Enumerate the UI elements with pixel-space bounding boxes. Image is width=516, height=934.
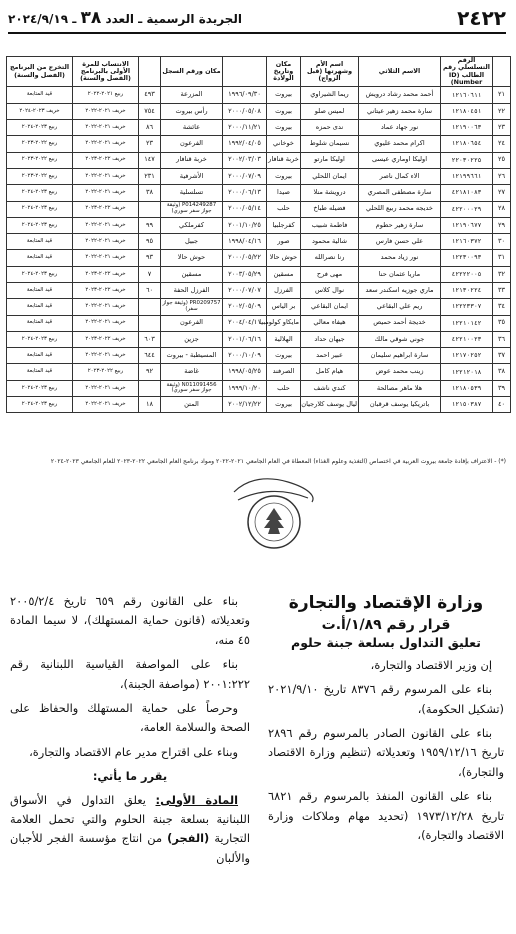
table-cell: ٢٠٠٠/٠٥/١٤	[223, 201, 267, 217]
table-cell: ١٢١٧٠٢٥٢	[441, 348, 493, 364]
table-cell: نور زياد محمد	[359, 250, 441, 266]
table-cell: ٤٢١٨١٠٨٣	[441, 185, 493, 201]
table-cell: خريف ٢٠٢١-٢٠٢٢	[73, 136, 139, 152]
table-cell: الفرزل	[267, 283, 301, 299]
table-cell: ربيع ٢٠٢٣-٢٠٢٤	[7, 201, 73, 217]
table-cell: نسيمان شلوط	[301, 136, 359, 152]
table-row	[7, 136, 511, 152]
table-cell: الفرعون	[161, 315, 223, 331]
table-cell: ١٢١٩٠٠٦٣	[441, 120, 493, 136]
table-cell: حوش حالا	[161, 250, 223, 266]
table-cell: أحمد محمد رشاد درويش	[359, 87, 441, 103]
table-cell: بيروت	[267, 397, 301, 413]
table-cell: كندي ناشف	[301, 380, 359, 396]
table-cell: الفرعون	[161, 136, 223, 152]
table-cell: ١٢١٦٠٣٧٢	[441, 234, 493, 250]
table-cell: قيد المتابعة	[7, 87, 73, 103]
table-cell: ربيع ٢٠٢٢-٢٠٢٣	[7, 168, 73, 184]
table-cell: مسقين	[161, 266, 223, 282]
table-cell: ٧٥٤	[139, 103, 161, 119]
table-cell	[139, 299, 161, 315]
table-row	[7, 120, 511, 136]
table-cell: ١٢١٩٩٦٦١	[441, 168, 493, 184]
table-cell: ٢٨	[493, 201, 511, 217]
table-cell: خوخاني	[267, 136, 301, 152]
table-cell: ٢٣١	[139, 168, 161, 184]
table-cell: صور	[267, 234, 301, 250]
table-cell: ٩٢	[139, 364, 161, 380]
table-row	[7, 348, 511, 364]
column-header: التخرج من البرنامج (الفصل والسنة)	[7, 57, 73, 87]
decree-paragraph: بناء على القانون المنفذ بالمرسوم رقم ٦٨٢١ تاريخ ١٩٧٣/١٢/٢٨ (تحديد مهام وملاكات وزارة الاقتصاد والتجارة)،	[268, 789, 504, 842]
table-cell: قيد المتابعة	[7, 299, 73, 315]
table-cell: مايكاو كولومبيا	[267, 315, 301, 331]
table-row	[7, 266, 511, 282]
table-cell: ١٩٩٩/١٠/٢٠	[223, 380, 267, 396]
table-cell: نور جهاد عماد	[359, 120, 441, 136]
table-cell: ٤٢٢٠٠٠٢٩	[441, 201, 493, 217]
table-cell: جزين	[161, 331, 223, 347]
table-cell: ٢٠٠١/١٠/٢٥	[223, 217, 267, 233]
table-cell: شالية محمود	[301, 234, 359, 250]
decides-heading: يقرر ما يأتي:	[92, 769, 168, 784]
table-footnote: (*) - الاعتراف بإفادة جامعة بيروت العربية في اختصاص (التغذية وعلوم الغذاء) المعطاة في العام الجامعي ٢٠٢١-٢٠٢٢ ومواد برنامج العام الجامعي ٢٠٢٢-٢٠٢٣ للعام الجامعي ٢٠٢٣-٢٠٢٤	[50, 458, 506, 465]
stamp-signature	[234, 479, 313, 502]
table-cell: الصرفند	[267, 364, 301, 380]
table-row	[7, 185, 511, 201]
table-cell: ٢٠٠٠/٠٥/٠٨	[223, 103, 267, 119]
table-cell: ٢٠٠٠/٠٦/١٣	[223, 185, 267, 201]
decree-number: قرار رقم ١/٨٩/أ.ت	[321, 617, 451, 634]
table-cell: ١٢١٩٠٦٧٧	[441, 217, 493, 233]
table-cell: خريف ٢٠٢١-٢٠٢٢	[73, 120, 139, 136]
table-cell: ٣٣	[493, 283, 511, 299]
table-cell: حلب	[267, 201, 301, 217]
table-cell: ٢٣	[493, 120, 511, 136]
table-row	[7, 397, 511, 413]
table-cell: خريف ٢٠٢٢-٢٠٢٣	[73, 152, 139, 168]
table-cell: سارة زهير حطوم	[359, 217, 441, 233]
table-cell: ١٢١٨٠٥٣٩	[441, 380, 493, 396]
table-cell: مسقين	[267, 266, 301, 282]
table-cell: بيروت	[267, 103, 301, 119]
table-row	[7, 168, 511, 184]
table-cell: خريف ٢٠٢٢-٢٠٢٣	[73, 283, 139, 299]
table-cell: ٣٨	[139, 185, 161, 201]
table-cell: ايمان البقاعي	[301, 299, 359, 315]
table-cell: ٢٧	[493, 185, 511, 201]
table-cell: ٢٠٠٤/٠٤/١١	[223, 315, 267, 331]
table-cell: ١٩٩٢/٠٤/٠٥	[223, 136, 267, 152]
table-cell: خريف ٢٠٢١-٢٠٢٢	[73, 217, 139, 233]
table-cell: ربيع ٢٠٢٣-٢٠٢٤	[7, 397, 73, 413]
publication-name: الجريدة الرسمية ـ العدد	[105, 12, 242, 26]
table-cell: خريف ٢٠٢١-٢٠٢٢	[73, 234, 139, 250]
column-header	[139, 57, 161, 87]
table-cell: باتريكيا يوسف قرقبان	[359, 397, 441, 413]
table-cell: ٢٦	[493, 168, 511, 184]
table-cell: خربة قنافار	[267, 152, 301, 168]
table-cell: بيروت	[267, 120, 301, 136]
table-cell: صيدا	[267, 185, 301, 201]
table-cell: ١٢١٨٠٦٥٤	[441, 136, 493, 152]
table-cell: ٢٢٠٣٠٢٢٥	[441, 152, 493, 168]
table-cell: نوال كلاس	[301, 283, 359, 299]
table-cell: ربيع ٢٠٢٢-٢٠٢٣	[73, 364, 139, 380]
table-cell: اكرام محمد عليوي	[359, 136, 441, 152]
table-header-row	[7, 57, 511, 87]
table-cell: خديجه محمد ربيع اللحلي	[359, 201, 441, 217]
table-cell: ١٢١٨٠٤٥١	[441, 103, 493, 119]
decree-paragraph: بناء على القانون الصادر بالمرسوم رقم ٢٨٩٦ تاريخ ١٩٥٩/١٢/١٦ وتعديلاته (تنظيم وزارة الاقتصاد والتجارة)،	[268, 725, 504, 779]
table-cell: ٤٢٢١٠٠٢٣	[441, 331, 493, 347]
official-stamp	[228, 472, 320, 554]
brand-name: (الفجر)	[167, 831, 210, 846]
table-cell: جيهان حداد	[301, 331, 359, 347]
table-row	[7, 250, 511, 266]
table-cell: ٣٠	[493, 234, 511, 250]
table-cell: خريف ٢٠٢٣-٢٠٢٤	[7, 103, 73, 119]
column-header	[493, 57, 511, 87]
table-cell: ٤٢٢٢٢٠٠٥	[441, 266, 493, 282]
table-cell: بيروت	[267, 168, 301, 184]
table-cell	[139, 315, 161, 331]
decree-paragraph: بناء على المرسوم رقم ٨٣٧٦ تاريخ ٢٠٢١/٩/١٠ (تشكيل الحكومة)،	[268, 682, 504, 716]
table-cell: ماريا عثمان حنا	[359, 266, 441, 282]
table-cell: ربيع ٢٠٢٣-٢٠٢٤	[7, 217, 73, 233]
table-cell: N011091456 (وثيقة جواز سفر سوري)	[161, 380, 223, 396]
column-header: الاسم الثلاثي	[359, 57, 441, 87]
table-cell: رنا نصرالله	[301, 250, 359, 266]
table-cell: ١٢٢٢٣٣٠٧	[441, 299, 493, 315]
table-row	[7, 380, 511, 396]
table-cell: ٢٤	[493, 136, 511, 152]
table-row	[7, 364, 511, 380]
table-cell: ربيع ٢٠٢٣-٢٠٢٤	[7, 266, 73, 282]
issue-number: ٣٨	[80, 8, 102, 28]
article-one	[10, 791, 250, 869]
table-cell: خريف ٢٠٢١-٢٠٢٢	[73, 380, 139, 396]
table-cell: ١٢٢١٠١٤٢	[441, 315, 493, 331]
table-cell: ٣٧	[493, 348, 511, 364]
table-cell: ٢١	[493, 87, 511, 103]
table-cell: خريف ٢٠٢١-٢٠٢٢	[73, 185, 139, 201]
table-row	[7, 103, 511, 119]
table-cell: حلب	[267, 380, 301, 396]
table-cell: ٣١	[493, 250, 511, 266]
table-cell: ٢٠٠٣/٠٥/٢٩	[223, 266, 267, 282]
table-cell: ١٤٧	[139, 152, 161, 168]
table-cell: ربيع ٢٠٢١-٢٠٢٢	[73, 87, 139, 103]
table-cell: المتن	[161, 397, 223, 413]
column-header: الرقم التسلسلي رقم الطالب (ID Number)	[441, 57, 493, 87]
table-cell: بر الياس	[267, 299, 301, 315]
table-cell: سارة مصطفى المصري	[359, 185, 441, 201]
table-row	[7, 299, 511, 315]
table-cell: اوليكا اوماري عيسى	[359, 152, 441, 168]
table-cell: قيد المتابعة	[7, 283, 73, 299]
publication-title	[8, 8, 242, 28]
table-cell: ١٢٢١٢٠١٨	[441, 364, 493, 380]
table-cell: لميس صلو	[301, 103, 359, 119]
table-cell: ٢٠٠٠/١١/٢١	[223, 120, 267, 136]
table-cell: علي حسن فارس	[359, 234, 441, 250]
table-cell: الفرزل الحفة	[161, 283, 223, 299]
table-cell: ربيع ٢٠٢٣-٢٠٢٤	[7, 185, 73, 201]
table-cell: PR0209757 (وثيقة جواز سفر)	[161, 299, 223, 315]
table-cell: ربيع ٢٠٢٣-٢٠٢٤	[7, 380, 73, 396]
table-cell: بيروت	[267, 348, 301, 364]
table-cell: ٣٢	[493, 266, 511, 282]
table-cell: ٢٩	[493, 217, 511, 233]
table-cell: ٩٩	[139, 217, 161, 233]
table-row	[7, 152, 511, 168]
table-cell: فضيله طباخ	[301, 201, 359, 217]
table-cell: هيفاء معالي	[301, 315, 359, 331]
table-cell: ماري جوزيه اسكندر سعد	[359, 283, 441, 299]
column-header: الانتساب للمرة الأولى بالبرنامج (الفصل والسنة)	[73, 57, 139, 87]
table-row	[7, 87, 511, 103]
table-cell: المسيطبة - بيروت	[161, 348, 223, 364]
table-cell: ٧	[139, 266, 161, 282]
table-cell: ٤٠	[493, 397, 511, 413]
table-cell: ٢٠٠٢/١٢/٢٢	[223, 397, 267, 413]
table-cell: ريم علي البقاعي	[359, 299, 441, 315]
table-cell: ٣٩	[493, 380, 511, 396]
table-cell: قيد المتابعة	[7, 250, 73, 266]
table-cell: جبيل	[161, 234, 223, 250]
table-cell: خريف ٢٠٢٢-٢٠٢٣	[73, 201, 139, 217]
table-cell: ٨٦	[139, 120, 161, 136]
table-cell: بيروت	[267, 87, 301, 103]
table-cell: الاء كمال ناصر	[359, 168, 441, 184]
table-cell: ٢٣	[139, 136, 161, 152]
table-cell: ليال يوسف كلارجيان	[301, 397, 359, 413]
table-cell: ندى حمزه	[301, 120, 359, 136]
table-cell: ٩٣	[139, 250, 161, 266]
table-cell: ايمان اللحلي	[301, 168, 359, 184]
table-cell: خربة قنافار	[161, 152, 223, 168]
table-cell: المزرعة	[161, 87, 223, 103]
table-cell: ٢٠٠٠/٠٥/٢٢	[223, 250, 267, 266]
table-cell: ٣٨	[493, 364, 511, 380]
article-one-text: يعلق التداول في الأسواق اللبنانية بسلعة جبنة الحلوم والتي تحمل العلامة التجارية	[10, 792, 251, 846]
table-cell: ربيع ٢٠٢٣-٢٠٢٤	[7, 331, 73, 347]
table-cell: قيد المتابعة	[7, 315, 73, 331]
table-cell: ٩٥	[139, 234, 161, 250]
table-cell: ٢٠٠٢/٠٥/٠٩	[223, 299, 267, 315]
table-cell: قيد المتابعة	[7, 364, 73, 380]
table-cell: خريف ٢٠٢١-٢٠٢٢	[73, 168, 139, 184]
table-cell: سارة ابراهيم سليمان	[359, 348, 441, 364]
students-table	[6, 56, 511, 413]
table-cell: غاضة	[161, 364, 223, 380]
column-header: مكان ورقم السجل	[161, 57, 223, 87]
table-cell: الأشرفية	[161, 168, 223, 184]
article-one-tail: من انتاج مؤسسة الفجر للأجبان والألبان	[10, 831, 250, 865]
table-cell: قيد المتابعة	[7, 348, 73, 364]
table-cell: ٦٠٣	[139, 331, 161, 347]
table-cell: ١٩٩٦/٠٩/٣٠	[223, 87, 267, 103]
table-cell: ٦٤٤	[139, 348, 161, 364]
decree-column-left	[10, 592, 250, 873]
table-cell: سارة محمد زهير عيتاني	[359, 103, 441, 119]
table-cell: خريف ٢٠٢٢-٢٠٢٣	[73, 331, 139, 347]
table-cell: ٦٠	[139, 283, 161, 299]
table-cell: عبير احمد	[301, 348, 359, 364]
table-cell: ٢٠٠٠/٠٧/٠٩	[223, 168, 267, 184]
table-cell: ١٨	[139, 397, 161, 413]
decree-paragraph: بناء على المواصفة القياسية اللبنانية رقم ٢٠٠١:٢٢٢ (مواصفة الجبنة)،	[10, 657, 250, 691]
table-cell: ٣٦	[493, 331, 511, 347]
table-cell: الهلالية	[267, 331, 301, 347]
table-row	[7, 234, 511, 250]
table-cell: كفرملكي	[161, 217, 223, 233]
column-header: مكان وتاريخ الولادة	[267, 57, 301, 87]
table-row	[7, 217, 511, 233]
column-header: اسم الأم وشهرتها (قبل الزواج)	[301, 57, 359, 87]
table-cell: ربيع ٢٠٢٣-٢٠٢٤	[7, 120, 73, 136]
decree-paragraph: وبناء على اقتراح مدير عام الاقتصاد والتجارة،	[29, 744, 238, 759]
page-number: ٢٤٢٢	[457, 6, 506, 30]
table-cell: ٢٢	[493, 103, 511, 119]
table-cell: رأس بيروت	[161, 103, 223, 119]
table-cell: خريف ٢٠٢١-٢٠٢٢	[73, 250, 139, 266]
table-cell: P014249287 (وثيقة جواز سفر سوري)	[161, 201, 223, 217]
table-cell: اوليكا مارتو	[301, 152, 359, 168]
decree-paragraph: إن وزير الاقتصاد والتجارة،	[370, 657, 492, 672]
table-cell: خريف ٢٠٢١-٢٠٢٢	[73, 103, 139, 119]
table-cell: ربيع ٢٠٢٢-٢٠٢٣	[7, 136, 73, 152]
table-cell: هيام كامل	[301, 364, 359, 380]
article-one-label: المادة الأولى:	[155, 792, 239, 807]
table-cell: ٣٤	[493, 299, 511, 315]
table-cell: ٢٠٠١/٠٦/١٦	[223, 331, 267, 347]
table-cell: ٢٠٠٢/٠٣/٠٣	[223, 152, 267, 168]
table-cell: تسلسلية	[161, 185, 223, 201]
table-cell: فاطمة شبيب	[301, 217, 359, 233]
table-cell: هلا ماهر مصالحة	[359, 380, 441, 396]
table-cell: خريف ٢٠٢١-٢٠٢٢	[73, 315, 139, 331]
table-cell: كفرجلبيا	[267, 217, 301, 233]
page-header	[8, 4, 506, 34]
table-cell: قيد المتابعة	[7, 234, 73, 250]
cedar-icon	[264, 508, 284, 534]
table-cell: خريف ٢٠٢١-٢٠٢٢	[73, 348, 139, 364]
table-cell: ١٢١٦٠٦١١	[441, 87, 493, 103]
column-header	[223, 57, 267, 87]
decree-column-right	[268, 592, 504, 850]
table-cell: ٢٠٠٠/١٠/٠٩	[223, 348, 267, 364]
table-row	[7, 331, 511, 347]
table-cell	[139, 201, 161, 217]
table-row	[7, 315, 511, 331]
table-cell: خديجة أحمد حميص	[359, 315, 441, 331]
table-cell: ١٩٩٨/٠٥/٢٥	[223, 364, 267, 380]
table-cell: جوني شوقي مالك	[359, 331, 441, 347]
table-cell: ١٢١٣٠٢٢٤	[441, 283, 493, 299]
table-cell: خريف ٢٠٢٢-٢٠٢٣	[73, 266, 139, 282]
table-cell: زينب محمد عوض	[359, 364, 441, 380]
table-cell: ٢٠٠٠/٠٧/٠٧	[223, 283, 267, 299]
decree-paragraph: بناء على القانون رقم ٦٥٩ تاريخ ٢٠٠٥/٢/٤ وتعديلاته (قانون حماية المستهلك)، لا سيما المادة ٤٥ منه،	[10, 594, 250, 647]
ministry-title: وزارة الإقتصاد والتجارة	[288, 593, 484, 613]
table-cell: ريما الشيراوي	[301, 87, 359, 103]
table-cell: خريف ٢٠٢١-٢٠٢٢	[73, 397, 139, 413]
table-cell: ١٢٢٣٠٠٩٣	[441, 250, 493, 266]
table-cell: خريف ٢٠٢١-٢٠٢٢	[73, 299, 139, 315]
table-row	[7, 283, 511, 299]
issue-date: ـ ٢٠٢٤/٩/١٩	[8, 12, 77, 26]
table-cell: مهى فرح	[301, 266, 359, 282]
table-cell: حوش حالا	[267, 250, 301, 266]
table-cell: ١٢١٥٠٣٨٧	[441, 397, 493, 413]
table-cell: ٤٩٣	[139, 87, 161, 103]
table-row	[7, 201, 511, 217]
table-cell: عائشة	[161, 120, 223, 136]
decree-subject: تعليق التداول بسلعة جبنة حلوم	[291, 635, 481, 651]
table-cell: ١٩٩٨/٠٤/١٦	[223, 234, 267, 250]
table-cell: ربيع ٢٠٢٢-٢٠٢٣	[7, 152, 73, 168]
decree-paragraph: وحرصاً على حماية المستهلك والحفاظ على الصحة والسلامة العامة،	[10, 700, 250, 735]
table-cell: ٣٥	[493, 315, 511, 331]
table-cell: درويشة منلا	[301, 185, 359, 201]
table-cell	[139, 380, 161, 396]
table-cell: ٢٥	[493, 152, 511, 168]
